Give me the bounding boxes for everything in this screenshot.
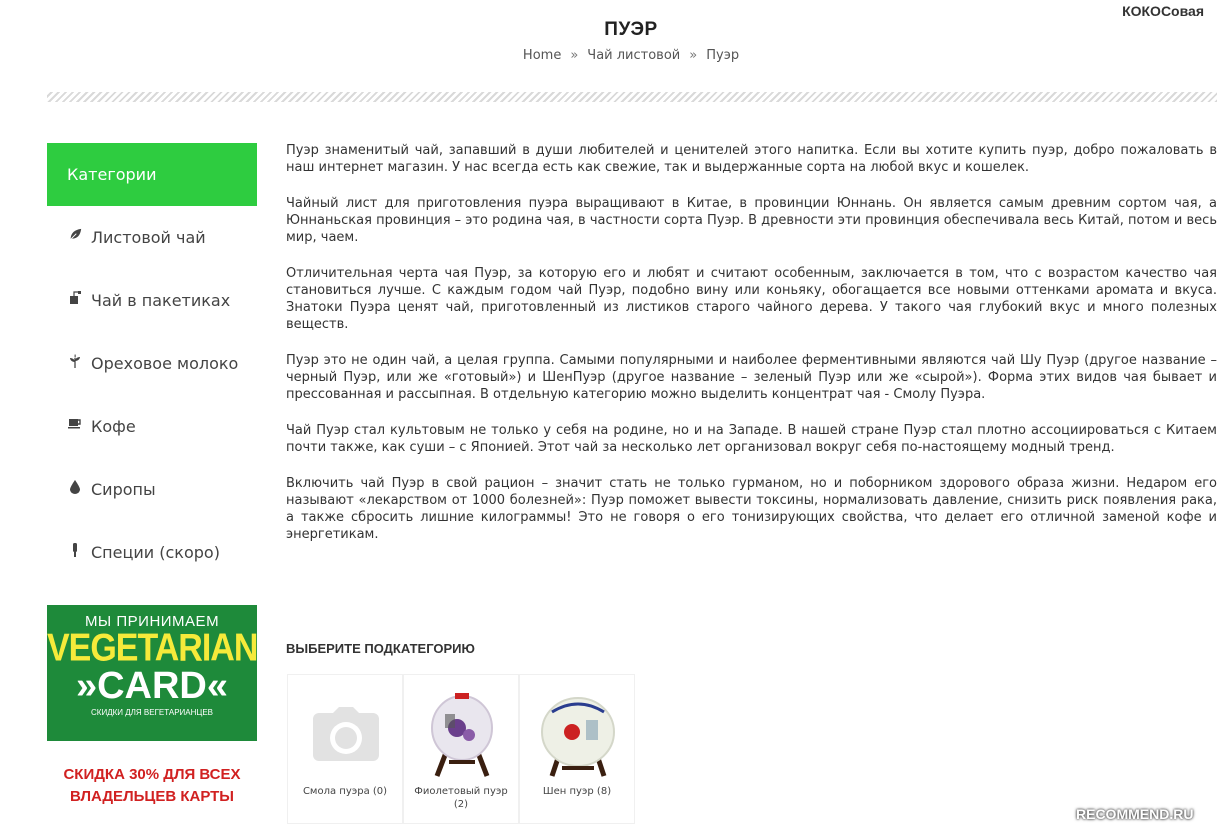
subcategory-tile-resin[interactable] — [287, 674, 403, 824]
sidebar-item-label: Ореховое молоко — [91, 354, 239, 373]
sidebar-item-label: Кофе — [91, 417, 136, 436]
sidebar-item-label: Листовой чай — [91, 228, 206, 247]
banner-line-4: СКИДКИ ДЛЯ ВЕГЕТАРИАНЦЕВ — [91, 708, 213, 717]
subcategory-grid — [287, 674, 635, 824]
sidebar-item-leaf-tea[interactable] — [47, 228, 257, 269]
category-description — [286, 142, 1217, 562]
sidebar-item-spices[interactable] — [47, 543, 257, 584]
tea-cake-purple-icon — [412, 685, 512, 785]
watermark: RECOMMEND.RU — [1076, 806, 1194, 822]
sidebar-item-label: Специи (скоро) — [91, 543, 220, 562]
description-paragraph: Пуэр это не один чай, а целая группа. Самыми популярными и наиболее ферментивными являются чай Шу Пуэр (другое название – черный Пуэр, или же «готовый») и ШенПуэр (другое название – зеленый Пуэр или же «сырой»). Форма этих видов чая бывает и прессованная и рассыпная. В отдельную категорию можно выделить концентрат чая - Смолу Пуэра. — [286, 353, 1217, 402]
category-sidebar — [47, 143, 257, 584]
subcategory-tile-shen[interactable] — [519, 674, 635, 824]
drop-icon — [67, 480, 83, 497]
description-paragraph: Чай Пуэр стал культовым не только у себя на родине, но и на Западе. В нашей стране Пуэр стал плотно ассоциироваться с Китаем почти также, как суши – с Японией. Этот чай за несколько лет организовал вокруг себя по-настоящему модный тренд. — [286, 423, 1217, 455]
description-paragraph: Отличительная черта чая Пуэр, за которую его и любят и считают особенным, заключается в том, что с возрастом качество чая становиться лучше. С каждым годом чай Пуэр, подобно вину или коньяку, обогащается все новыми оттенками аромата и вкуса. Знатоки Пуэра ценят чай, приготовленный из листиков старого чайного дерева. У такого чая глубокий вкус и много полезных веществ. — [286, 266, 1217, 332]
tea-cake-white-icon — [528, 685, 628, 785]
leaf-icon — [67, 228, 83, 244]
camera-placeholder-icon — [296, 685, 396, 785]
description-paragraph: Чайный лист для приготовления пуэра выращивают в Китае, в провинции Юннань. Он является самым древним сортом чая, а Юннаньская провинция – это родина чая, в частности сорта Пуэр. В древности эти провинция обеспечивала весь Китай, потом и весь мир, чаем. — [286, 196, 1217, 245]
subcategory-label: Смола пуэра (0) — [302, 786, 388, 797]
page-title: ПУЭР — [604, 19, 658, 40]
banner-line-2: VEGETARIAN — [47, 626, 257, 670]
subcategory-tile-purple[interactable] — [403, 674, 519, 824]
breadcrumb-home[interactable]: Home — [522, 48, 562, 63]
sidebar-item-nut-milk[interactable] — [47, 354, 257, 395]
description-paragraph: Включить чай Пуэр в свой рацион – значит стать не только гурманом, но и поборником здорового образа жизни. Недаром его называют «лекарством от 1000 болезней»: Пуэр поможет вывести токсины, нормализовать давление, снизить риск появления рака, а также сбросить лишние килограммы! Это не говоря о его тонизирующих свойства, что делает его отличной заменой кофе и энергетикам. — [286, 476, 1217, 542]
breadcrumb — [0, 48, 1222, 63]
plant-icon — [67, 354, 83, 371]
spice-icon — [67, 543, 83, 560]
sidebar-item-label: Чай в пакетиках — [91, 291, 231, 310]
sidebar-item-coffee[interactable] — [47, 417, 257, 458]
subcategory-label: Шен пуэр (8) — [542, 786, 612, 797]
discount-promo: СКИДКА 30% ДЛЯ ВСЕХ ВЛАДЕЛЬЦЕВ КАРТЫ — [63, 766, 241, 805]
categories-header: Категории — [47, 143, 257, 206]
breadcrumb-current: Пуэр — [706, 48, 740, 63]
user-name[interactable]: КОКОСовая — [1122, 3, 1204, 19]
breadcrumb-separator: » — [570, 48, 579, 63]
subcategory-label: Фиолетовый пуэр (2) — [414, 786, 508, 810]
description-paragraph: Пуэр знаменитый чай, запавший в души любителей и ценителей этого напитка. Если вы хотите купить пуэр, добро пожаловать в наш интернет магазин. У нас всегда есть как свежие, так и выдержанные сорта на любой вкус и кошелек. — [286, 143, 1217, 175]
hatched-divider — [47, 92, 1217, 102]
coffee-cup-icon — [67, 417, 83, 432]
sidebar-item-tea-bags[interactable] — [47, 291, 257, 332]
sidebar-item-label: Сиропы — [91, 480, 156, 499]
subcategory-heading: ВЫБЕРИТЕ ПОДКАТЕГОРИЮ — [286, 641, 475, 656]
tea-bag-icon — [67, 291, 83, 308]
breadcrumb-separator: » — [689, 48, 698, 63]
vegetarian-card-banner[interactable] — [47, 605, 257, 741]
banner-line-3: »CARD« — [75, 665, 229, 707]
banner-line-1: МЫ ПРИНИМАЕМ — [84, 613, 220, 630]
sidebar-item-syrups[interactable] — [47, 480, 257, 521]
breadcrumb-leaf-tea[interactable]: Чай листовой — [587, 48, 681, 63]
